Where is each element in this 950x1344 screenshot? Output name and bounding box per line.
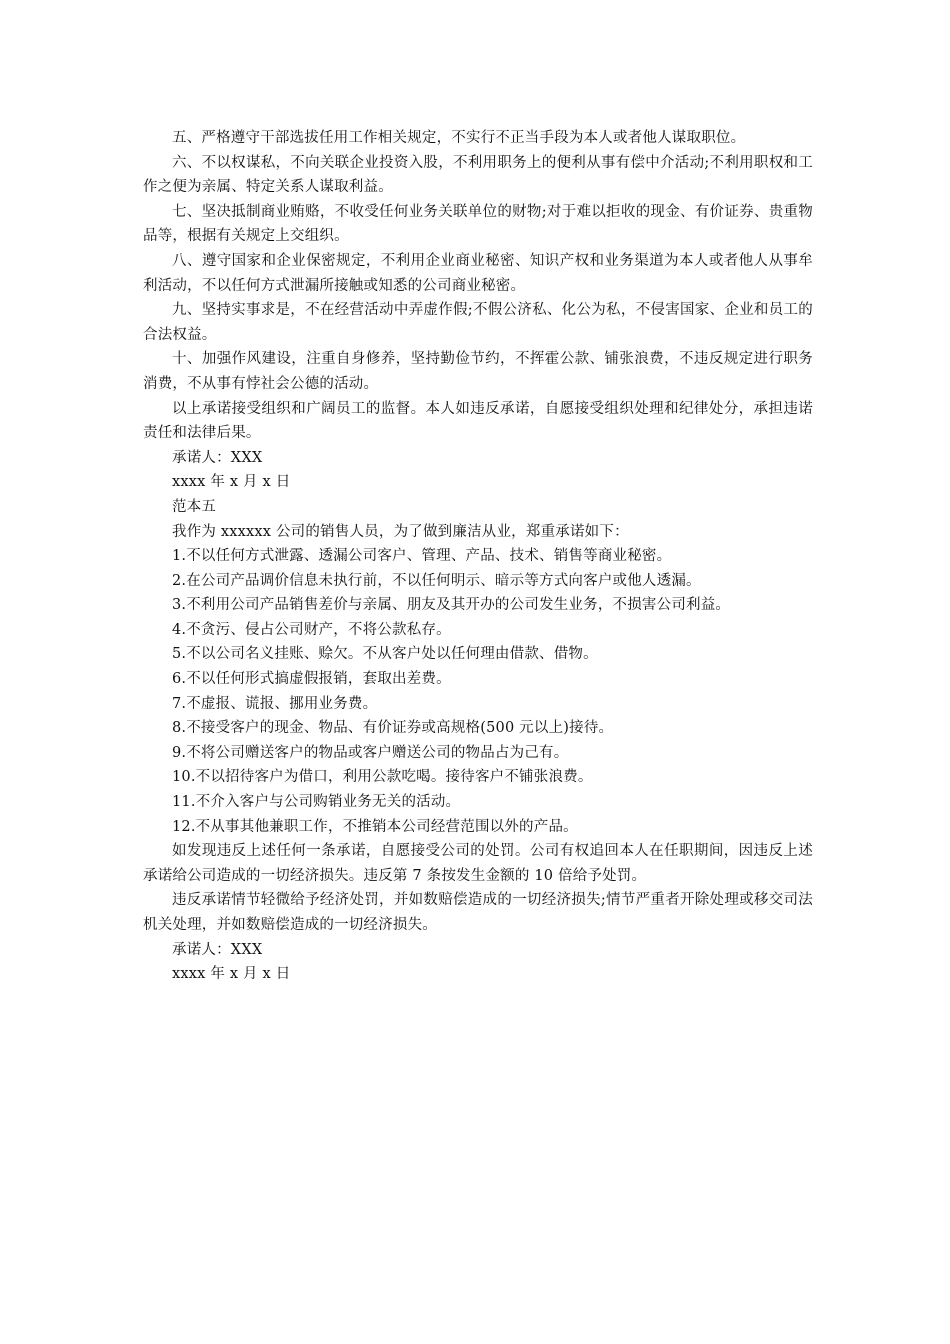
penalty-statement: 如发现违反上述任何一条承诺，自愿接受公司的处罚。公司有权追回本人在任职期间，因违反上述承诺给公司造成的一切经济损失。违反第 7 条按发生金额的 10 倍给予处罚。 [143, 843, 813, 884]
pledge-item-2: 2.在公司产品调价信息未执行前，不以任何明示、暗示等方式向客户或他人透漏。 [172, 572, 701, 589]
signatory-line-2: 承诺人：XXX [172, 941, 263, 958]
signatory-line: 承诺人：XXX [172, 449, 263, 466]
pledge-item-5: 5.不以公司名义挂账、赊欠。不从客户处以任何理由借款、借物。 [172, 646, 598, 663]
supervision-statement: 以上承诺接受组织和广阔员工的监督。本人如违反承诺，自愿接受组织处理和纪律处分，承担违诺责任和法律后果。 [143, 400, 813, 442]
pledge-item-11: 11.不介入客户与公司购销业务无关的活动。 [172, 794, 461, 811]
section-title-template-five: 范本五 [172, 498, 217, 515]
paragraph-item-5: 五、严格遵守干部选拔任用工作相关规定，不实行不正当手段为本人或者他人谋取职位。 [172, 130, 746, 146]
document-page [143, 126, 813, 987]
pledge-item-4: 4.不贪污、侵占公司财产，不将公款私存。 [172, 621, 451, 638]
date-line-2: xxxx 年 x 月 x 日 [172, 966, 291, 983]
paragraph-item-6: 六、不以权谋私，不向关联企业投资入股，不利用职务上的便利从事有偿中介活动;不利用职权和工作之便为亲属、特定关系人谋取利益。 [143, 154, 813, 196]
pledge-item-7: 7.不虚报、谎报、挪用业务费。 [172, 695, 378, 712]
paragraph-item-9: 九、坚持实事求是，不在经营活动中弄虚作假;不假公济私、化公为私，不侵害国家、企业和员工的合法权益。 [143, 302, 813, 343]
pledge-item-1: 1.不以任何方式泄露、透漏公司客户、管理、产品、技术、销售等商业秘密。 [172, 548, 672, 565]
pledge-item-3: 3.不利用公司产品销售差价与亲属、朋友及其开办的公司发生业务，不损害公司利益。 [172, 597, 731, 614]
paragraph-item-10: 十、加强作风建设，注重自身修养，坚持勤俭节约，不挥霍公款、铺张浪费，不违反规定进行职务消费，不从事有悖社会公德的活动。 [143, 351, 813, 392]
pledge-intro: 我作为 xxxxxx 公司的销售人员，为了做到廉洁从业，郑重承诺如下： [172, 523, 629, 540]
paragraph-item-7: 七、坚决抵制商业贿赂，不收受任何业务关联单位的财物;对于难以拒收的现金、有价证券、贵重物品等，根据有关规定上交组织。 [143, 203, 813, 245]
date-line: xxxx 年 x 月 x 日 [172, 474, 291, 491]
pledge-item-8: 8.不接受客户的现金、物品、有价证券或高规格(500 元以上)接待。 [172, 720, 614, 737]
pledge-item-6: 6.不以任何形式搞虚假报销，套取出差费。 [172, 671, 451, 688]
paragraph-item-8: 八、遵守国家和企业保密规定，不利用企业商业秘密、知识产权和业务渠道为本人或者他人从事牟利活动，不以任何方式泄漏所接触或知悉的公司商业秘密。 [143, 252, 813, 294]
pledge-item-10: 10.不以招待客户为借口，利用公款吃喝。接待客户不铺张浪费。 [172, 769, 593, 786]
pledge-item-12: 12.不从事其他兼职工作，不推销本公司经营范围以外的产品。 [172, 818, 578, 835]
violation-statement: 违反承诺情节轻微给予经济处罚，并如数赔偿造成的一切经济损失;情节严重者开除处理或移交司法机关处理，并如数赔偿造成的一切经济损失。 [143, 892, 813, 933]
pledge-item-9: 9.不将公司赠送客户的物品或客户赠送公司的物品占为己有。 [172, 744, 569, 761]
